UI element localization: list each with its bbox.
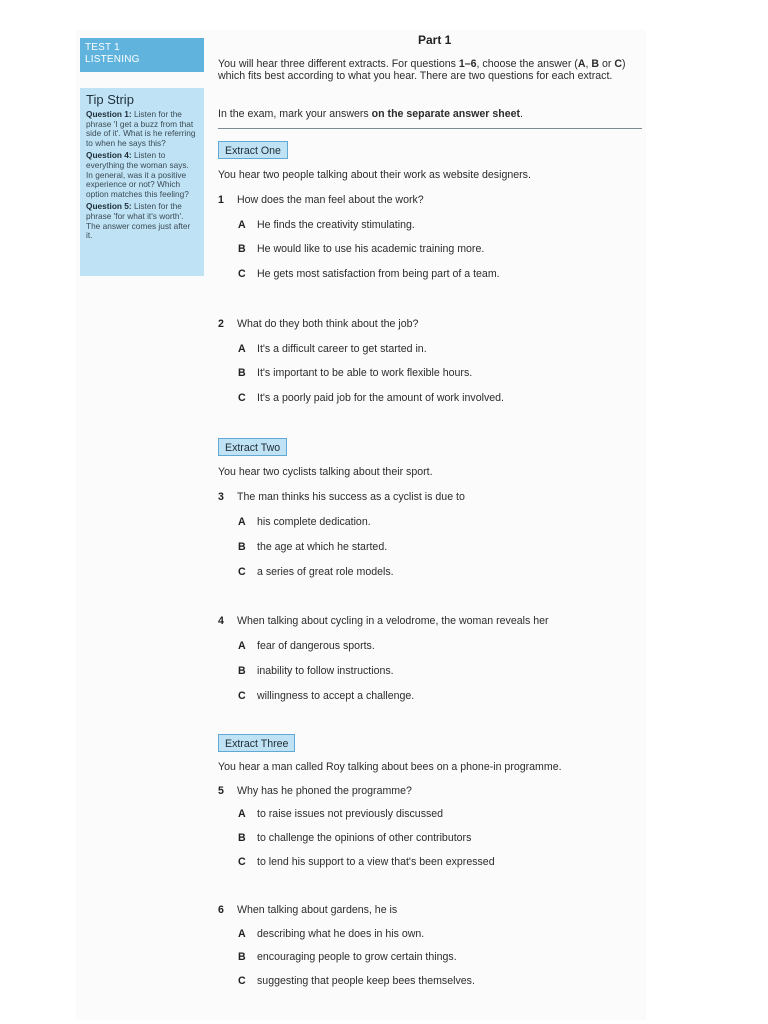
option-letter: A <box>238 928 246 940</box>
option-text: to lend his support to a view that's been expressed <box>257 856 495 868</box>
option-text: He finds the creativity stimulating. <box>257 219 415 231</box>
question-text: The man thinks his success as a cyclist is due to <box>237 491 465 503</box>
listening-label: LISTENING <box>85 54 140 65</box>
tip-item-text: Listen for the phrase 'I get a buzz from that side of it'. What is he referring to when he says this? <box>86 109 196 148</box>
test-listening-badge <box>80 38 204 72</box>
tip-item-text: Listen for the phrase 'for what it's worth'. The answer comes just after it. <box>86 201 191 241</box>
question-text: When talking about cycling in a velodrome, the woman reveals her <box>237 615 549 627</box>
option-letter: A <box>238 343 246 355</box>
tip-item-label: Question 4: <box>86 150 132 161</box>
instructions: You will hear three different extracts. For questions 1–6, choose the answer (A, B or C) which fits best according to what you hear. There are two questions for each extract. <box>218 58 626 82</box>
option-letter: C <box>238 566 246 578</box>
option-text: inability to follow instructions. <box>257 665 394 677</box>
extract-context: You hear a man called Roy talking about bees on a phone-in programme. <box>218 761 562 773</box>
option-text: fear of dangerous sports. <box>257 640 375 652</box>
question-text: Why has he phoned the programme? <box>237 785 412 797</box>
option-letter: B <box>238 367 246 379</box>
option-letter: C <box>238 690 246 702</box>
question-text: What do they both think about the job? <box>237 318 419 330</box>
exam-note: In the exam, mark your answers on the separate answer sheet. <box>218 108 523 120</box>
option-letter: A <box>238 516 246 528</box>
option-text: It's a difficult career to get started in. <box>257 343 427 355</box>
option-text: the age at which he started. <box>257 541 388 553</box>
extract-context: You hear two cyclists talking about their sport. <box>218 466 433 478</box>
page-title: Part 1 <box>418 33 452 47</box>
option-letter: A <box>238 808 246 820</box>
tip-item-label: Question 5: <box>86 201 132 212</box>
question-number: 6 <box>218 904 224 916</box>
question-number: 1 <box>218 194 224 206</box>
tip-item-label: Question 1: <box>86 109 132 119</box>
option-text: willingness to accept a challenge. <box>257 690 415 702</box>
option-text: It's important to be able to work flexible hours. <box>257 367 473 379</box>
option-letter: C <box>238 268 246 280</box>
option-text: to challenge the opinions of other contributors <box>257 832 472 844</box>
option-text: He would like to use his academic training more. <box>257 243 485 255</box>
option-letter: B <box>238 832 246 844</box>
divider <box>218 128 642 129</box>
option-text: suggesting that people keep bees themselves. <box>257 975 475 987</box>
tip-item-text: Listen to everything the woman says. In general, was it a positive experience or not? Which option matches this feeling? <box>86 150 189 199</box>
tip-item <box>86 110 198 148</box>
option-letter: B <box>238 541 246 553</box>
extract-two-heading: Extract Two <box>218 438 287 456</box>
tip-strip <box>80 88 204 276</box>
option-text: to raise issues not previously discussed <box>257 808 444 820</box>
option-letter: B <box>238 243 246 255</box>
test-label: TEST 1 <box>85 42 120 53</box>
option-letter: A <box>238 640 246 652</box>
question-number: 3 <box>218 491 224 503</box>
option-letter: A <box>238 219 246 231</box>
option-letter: C <box>238 856 246 868</box>
question-number: 4 <box>218 615 224 627</box>
option-letter: B <box>238 665 246 677</box>
question-number: 5 <box>218 785 224 797</box>
option-text: It's a poorly paid job for the amount of work involved. <box>257 392 504 404</box>
tip-item <box>86 151 198 199</box>
question-text: When talking about gardens, he is <box>237 904 398 916</box>
option-text: a series of great role models. <box>257 566 394 578</box>
option-text: describing what he does in his own. <box>257 928 425 940</box>
tip-item <box>86 202 198 240</box>
option-text: his complete dedication. <box>257 516 371 528</box>
option-letter: B <box>238 951 246 963</box>
extract-three-heading: Extract Three <box>218 734 295 752</box>
option-letter: C <box>238 975 246 987</box>
question-text: How does the man feel about the work? <box>237 194 424 206</box>
option-text: encouraging people to grow certain things. <box>257 951 457 963</box>
option-text: He gets most satisfaction from being part of a team. <box>257 268 500 280</box>
extract-one-heading: Extract One <box>218 141 288 159</box>
tip-strip-title: Tip Strip <box>86 92 134 107</box>
question-number: 2 <box>218 318 224 330</box>
option-letter: C <box>238 392 246 404</box>
extract-context: You hear two people talking about their work as website designers. <box>218 169 531 181</box>
